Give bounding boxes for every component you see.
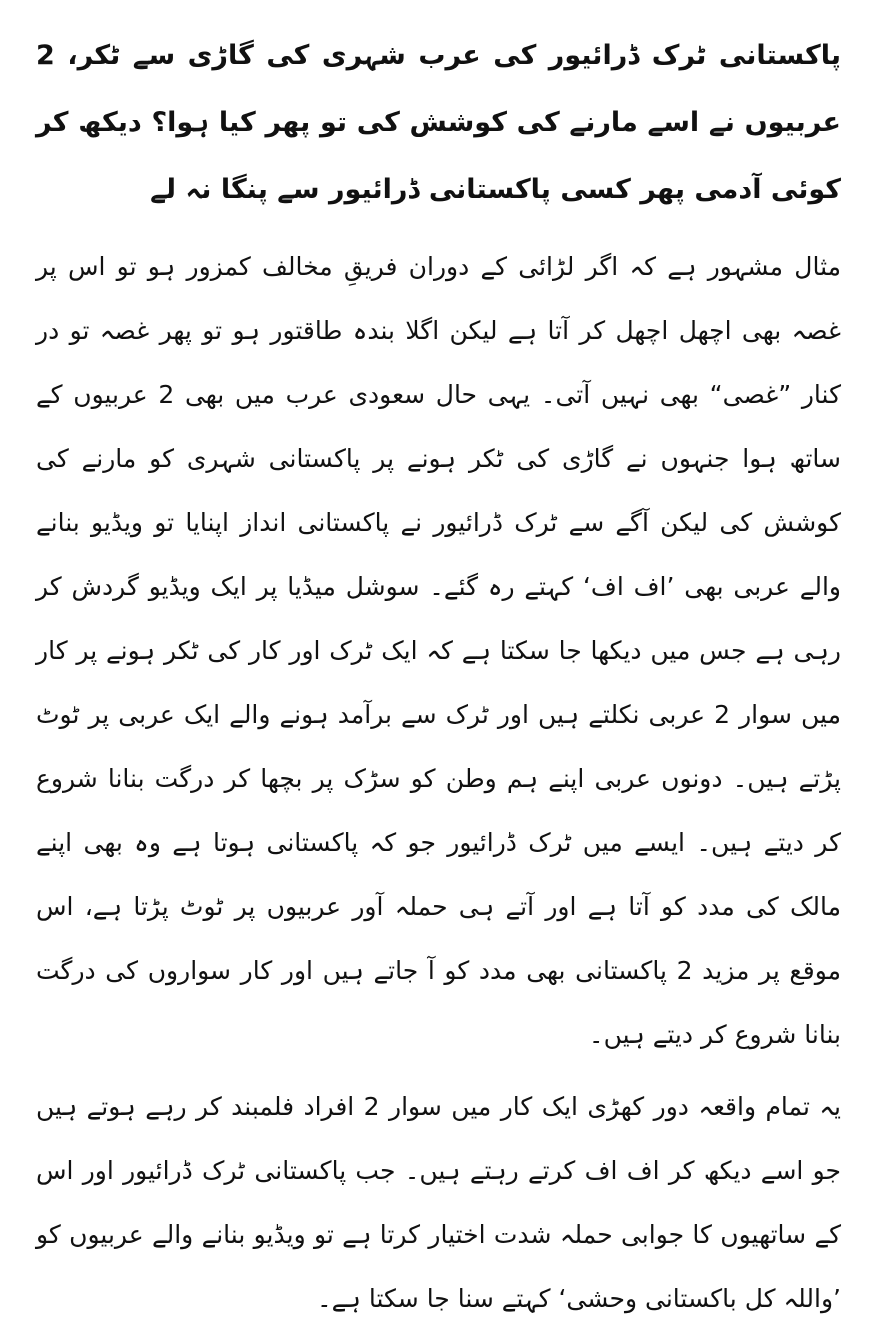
article-paragraph-1: مثال مشہور ہے کہ اگر لڑائی کے دوران فریقِ مخالف کمزور ہو تو اس پر غصہ بھی اچھل اچھل کر آتا ہے لیکن اگلا بندہ طاقتور ہو تو پھر غصہ تو در کنار ”غصی“ بھی نہیں آتی۔ یہی حال سعودی عرب میں بھی 2 عربیوں کے ساتھ ہوا جنہوں نے گاڑی کی ٹکر ہونے پر پاکستانی شہری کو مارنے کی کوشش کی لیکن آگے سے ٹرک ڈرائیور نے پاکستانی انداز اپنایا تو ویڈیو بنانے والے عربی بھی ’اف اف‘ کہتے رہ گئے۔ سوشل میڈیا پر ایک ویڈیو گردش کر رہی ہے جس میں دیکھا جا سکتا ہے کہ ایک ٹرک اور کار کی ٹکر ہونے پر کار میں سوار 2 عربی نکلتے ہیں اور ٹرک سے برآمد ہونے والے ایک عربی پر ٹوٹ پڑتے ہیں۔ دونوں عربی اپنے ہم وطن کو سڑک پر بچھا کر درگت بنانا شروع کر دیتے ہیں۔ ایسے میں ٹرک ڈرائیور جو کہ پاکستانی ہوتا ہے وہ بھی اپنے مالک کی مدد کو آتا ہے اور آتے ہی حملہ آور عربیوں پر ٹوٹ پڑتا ہے، اس موقع پر مزید 2 پاکستانی بھی مدد کو آ جاتے ہیں اور کار سواروں کی درگت بنانا شروع کر دیتے ہیں۔ <box>36 252 841 1049</box>
article-headline: پاکستانی ٹرک ڈرائیور کی عرب شہری کی گاڑی سے ٹکر، 2 عربیوں نے اسے مارنے کی کوشش کی تو پھر کیا ہوا؟ دیکھ کر کوئی آدمی پھر کسی پاکستانی ڈرائیور سے پنگا نہ لے <box>36 40 841 205</box>
article-paragraph-2: یہ تمام واقعہ دور کھڑی ایک کار میں سوار 2 افراد فلمبند کر رہے ہوتے ہیں جو اسے دیکھ کر اف اف کرتے رہتے ہیں۔ جب پاکستانی ٹرک ڈرائیور اور اس کے ساتھیوں کا جوابی حملہ شدت اختیار کرتا ہے تو ویڈیو بنانے والے عربیوں کو ’واللہ کل باکستانی وحشی‘ کہتے سنا جا سکتا ہے۔ <box>36 1092 841 1313</box>
